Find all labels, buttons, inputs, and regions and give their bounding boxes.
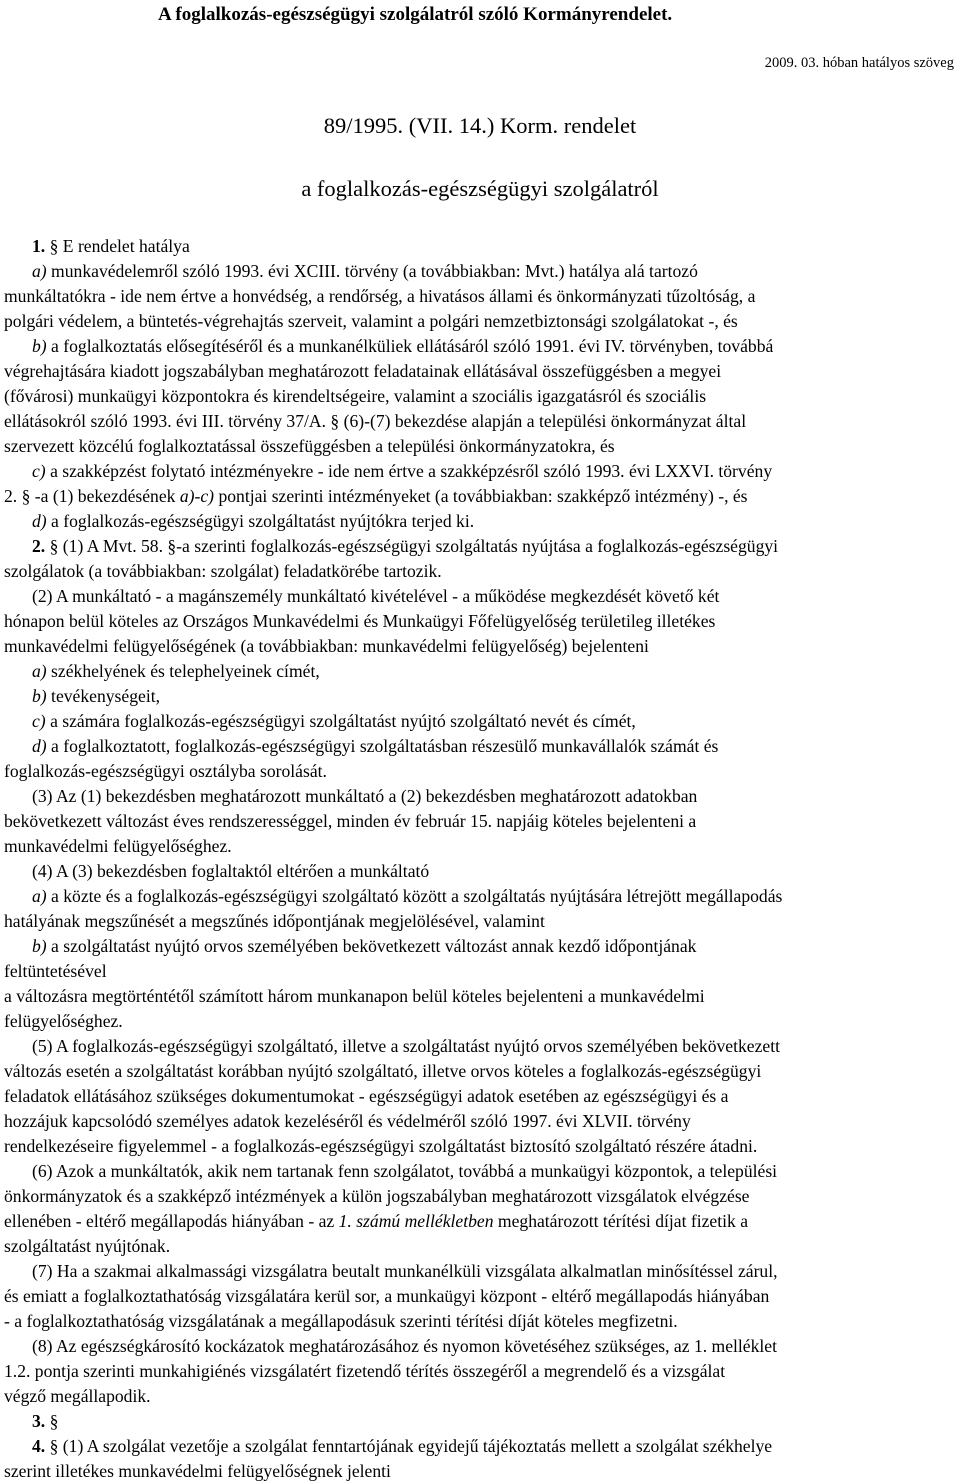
line-text: 2. § -a (1) bekezdésének (4, 486, 180, 506)
list-item (32, 935, 952, 957)
text-line: 1.2. pontja szerinti munkahigiénés vizsgálatért fizetendő térítés összegéről a megrendelő és a vizsgálat (4, 1361, 726, 1381)
item-marker: d) (32, 736, 47, 756)
item-marker: a) (32, 261, 47, 281)
item-marker: b) (32, 686, 47, 706)
item-marker: d) (32, 511, 47, 531)
line-text: § (1) A szolgálat vezetője a szolgálat fenntartójának egyidejű tájékoztatás mellett a szolgálat székhelye (45, 1436, 773, 1456)
line-text: ellenében - eltérő megállapodás hiányában - az (4, 1211, 339, 1231)
line-text: a foglalkoztatott, foglalkozás-egészségügyi szolgáltatásban részesülő munkavállalók számát és (46, 736, 719, 756)
text-line: hozzájuk kapcsolódó személyes adatok kezeléséről és védelméről szóló 1997. évi XLVII. törvény (4, 1111, 691, 1131)
line-text: a közte és a foglalkozás-egészségügyi szolgáltató között a szolgáltatás nyújtására létrejött megállapodás (46, 886, 783, 906)
section-heading (32, 235, 952, 257)
text-line: hónapon belül köteles az Országos Munkavédelmi és Munkaügyi Főfelügyelőség területileg illetékes (4, 611, 716, 631)
line-text: § E rendelet hatálya (45, 236, 190, 256)
text-line: munkáltatókra - ide nem értve a honvédség, a rendőrség, a hivatásos állami és önkormányzati tűzoltóság, a (4, 286, 756, 306)
text-line: (8) Az egészségkárosító kockázatok meghatározásához és nyomon követéséhez szükséges, az 1. melléklet (32, 1336, 778, 1356)
status-note: 2009. 03. hóban hatályos szöveg (764, 55, 954, 71)
text-line: ellátásokról szóló 1993. évi III. törvény 37/A. § (6)-(7) bekezdése alapján a települési önkormányzat által (4, 411, 747, 431)
section-heading (32, 1410, 952, 1432)
text-line (4, 485, 952, 507)
text-line: (5) A foglalkozás-egészségügyi szolgáltató, illetve a szolgáltatást nyújtó orvos személyében bekövetkezett (32, 1036, 780, 1056)
text-line: (4) A (3) bekezdésben foglaltaktól eltérően a munkáltató (32, 861, 430, 881)
line-text: meghatározott térítési díjat fizetik a (493, 1211, 749, 1231)
line-text: a szolgáltatást nyújtó orvos személyében bekövetkezett változást annak kezdő időpontjának (46, 936, 697, 956)
text-line: hatályának megszűnését a megszűnés időpontjának megjelölésével, valamint (4, 911, 545, 931)
line-text: székhelyének és telephelyeinek címét, (46, 661, 320, 681)
text-line: változás esetén a szolgáltatást korábban nyújtó szolgáltató, illetve orvos köteles a foglalkozás-egészségügyi (4, 1061, 762, 1081)
item-marker: a) (32, 661, 47, 681)
line-text: § (45, 1411, 59, 1431)
text-line: szolgálatok (a továbbiakban: szolgálat) feladatkörébe tartozik. (4, 561, 442, 581)
text-line: szervezett közcélú foglalkoztatással összefüggésben a települési önkormányzatokra, és (4, 436, 615, 456)
line-text: a szakképzést folytató intézményekre - ide nem értve a szakképzésről szóló 1993. évi LXXVI. törvény (45, 461, 773, 481)
section-number: 4. (32, 1436, 46, 1456)
text-line: bekövetkezett változást éves rendszerességgel, minden év február 15. napjáig köteles bejelenteni a (4, 811, 697, 831)
text-line: (7) Ha a szakmai alkalmassági vizsgálatra beutalt munkanélküli vizsgálata alkalmatlan minősítéssel zárul, (32, 1261, 778, 1281)
text-line: szolgáltatást nyújtónak. (4, 1236, 171, 1256)
text-line: (2) A munkáltató - a magánszemély munkáltató kivételével - a működése megkezdését követő két (32, 586, 720, 606)
item-marker: b) (32, 336, 47, 356)
regulation-subject: a foglalkozás-egészségügyi szolgálatról (301, 176, 659, 201)
list-item (32, 510, 952, 532)
list-item (32, 885, 952, 907)
list-item (32, 660, 952, 682)
line-text: munkavédelemről szóló 1993. évi XCIII. törvény (a továbbiakban: Mvt.) hatálya alá tartozó (46, 261, 698, 281)
list-item (32, 460, 952, 482)
list-item (32, 335, 952, 357)
text-line: feladatok ellátásához szükséges dokumentumokat - egészségügyi adatok esetében az egészségügyi és a (4, 1086, 729, 1106)
list-item (32, 735, 952, 757)
line-text: a foglalkozás-egészségügyi szolgáltatást nyújtókra terjed ki. (46, 511, 475, 531)
text-line: a változásra megtörténtétől számított három munkanapon belül köteles bejelenteni a munkavédelmi (4, 986, 705, 1006)
italic-reference: a)-c) (179, 486, 215, 506)
line-text: a foglalkoztatás elősegítéséről és a munkanélküliek ellátásáról szóló 1991. évi IV. törvényben, továbbá (46, 336, 774, 356)
text-line: önkormányzatok és a szakképző intézmények a külön jogszabályban meghatározott vizsgálatok elvégzése (4, 1186, 750, 1206)
item-marker: c) (32, 711, 46, 731)
section-number: 2. (32, 536, 46, 556)
text-line: és emiatt a foglalkoztathatóság vizsgálatára kerül sor, a munkaügyi központ - eltérő megállapodás hiányában (4, 1286, 770, 1306)
annex-reference: 1. számú mellékletben (338, 1211, 494, 1231)
line-text: tevékenységeit, (46, 686, 160, 706)
list-item (32, 260, 952, 282)
text-line: szerint illetékes munkavédelmi felügyelőségnek jelenti (4, 1461, 391, 1481)
item-marker: b) (32, 936, 47, 956)
document-title: A foglalkozás-egészségügyi szolgálatról szóló Kormányrendelet. (158, 4, 673, 25)
text-line: (3) Az (1) bekezdésben meghatározott munkáltató a (2) bekezdésben meghatározott adatokban (32, 786, 698, 806)
line-text: pontjai szerinti intézményeket (a továbbiakban: szakképző intézmény) -, és (214, 486, 748, 506)
text-line: munkavédelmi felügyelőséghez. (4, 836, 232, 856)
text-line: foglalkozás-egészségügyi osztályba sorolását. (4, 761, 327, 781)
item-marker: a) (32, 886, 47, 906)
text-line: feltüntetésével (4, 961, 107, 981)
regulation-number: 89/1995. (VII. 14.) Korm. rendelet (323, 113, 637, 138)
section-heading (32, 1435, 952, 1457)
text-line: (fővárosi) munkaügyi központokra és kirendeltségeire, valamint a szociális igazgatásról és szociális (4, 386, 707, 406)
line-text: § (1) A Mvt. 58. §-a szerinti foglalkozás-egészségügyi szolgáltatás nyújtása a foglalkozás-egészségügyi (45, 536, 779, 556)
text-line (4, 1210, 952, 1232)
text-line: végrehajtására kiadott jogszabályban meghatározott feladatainak ellátásával összefüggésben a megyei (4, 361, 722, 381)
section-heading (32, 535, 952, 557)
text-line: - a foglalkoztathatóság vizsgálatának a megállapodásuk szerinti térítési díját köteles megfizetni. (4, 1311, 678, 1331)
text-line: rendelkezéseire figyelemmel - a foglalkozás-egészségügyi szolgáltatást biztosító szolgáltató részére átadni. (4, 1136, 758, 1156)
section-number: 3. (32, 1411, 46, 1431)
list-item (32, 710, 952, 732)
text-line: felügyelőséghez. (4, 1011, 123, 1031)
text-line: végző megállapodik. (4, 1386, 151, 1406)
text-line: (6) Azok a munkáltatók, akik nem tartanak fenn szolgálatot, továbbá a munkaügyi központok, a települési (32, 1161, 778, 1181)
list-item (32, 685, 952, 707)
section-number: 1. (32, 236, 46, 256)
text-line: munkavédelmi felügyelőségének (a továbbiakban: munkavédelmi felügyelőség) bejelenteni (4, 636, 649, 656)
text-line: polgári védelem, a büntetés-végrehajtás szerveit, valamint a polgári nemzetbiztonsági szolgálatokat -, és (4, 311, 738, 331)
item-marker: c) (32, 461, 46, 481)
line-text: a számára foglalkozás-egészségügyi szolgáltatást nyújtó szolgáltató nevét és címét, (45, 711, 636, 731)
